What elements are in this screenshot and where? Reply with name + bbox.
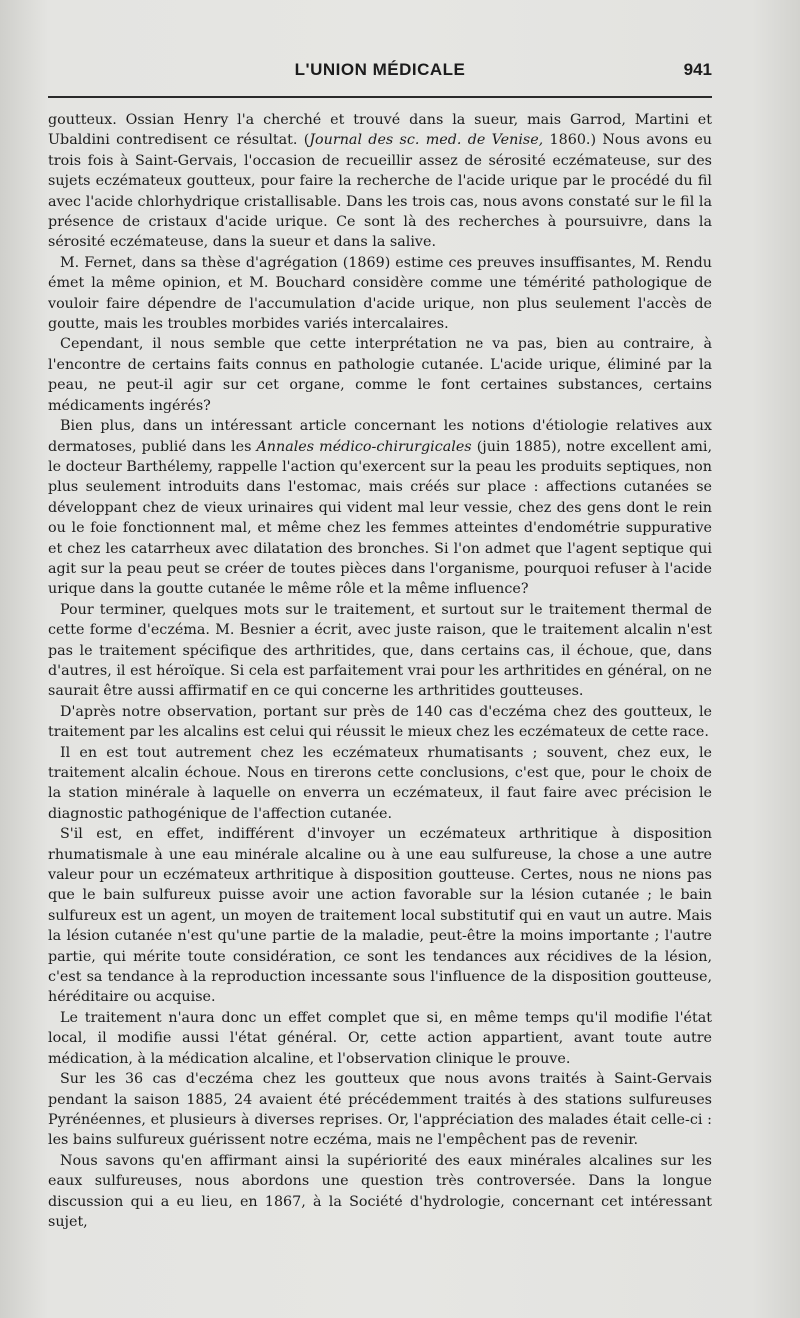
paragraph: [48, 1008, 712, 1069]
paragraph: [48, 110, 712, 253]
paragraph-text: goutteux. Ossian Henry l'a cherché et trouvé dans la sueur, mais Garrod, Martini et Ubaldini contredisent ce résultat. (: [48, 112, 712, 149]
paragraph: [48, 1151, 712, 1233]
paragraph: [48, 743, 712, 825]
paragraph: [48, 1069, 712, 1151]
paragraph-text: Nous savons qu'en affirmant ainsi la supériorité des eaux minérales alcalines sur les eaux sulfureuses, nous abordons une question très controversée. Dans la longue discussion qui a eu lieu, en 1867, à la Société d'hydrologie, concernant cet intéressant sujet,: [48, 1152, 712, 1230]
paragraph: [48, 334, 712, 416]
page-number: 941: [683, 60, 712, 79]
paragraph-text: Sur les 36 cas d'eczéma chez les goutteux que nous avons traités à Saint-Gervais pendant la saison 1885, 24 avaient été précédemment traités à des stations sulfureuses Pyrénéennes, et plusieurs à diverses reprises. Or, l'appréciation des malades était celle-ci : les bains sulfureux guérissent notre eczéma, mais ne l'empêchent pas de revenir.: [48, 1071, 712, 1149]
paragraph: [48, 253, 712, 335]
header-rule: [48, 96, 712, 98]
paragraph-text: M. Fernet, dans sa thèse d'agrégation (1869) estime ces preuves insuffisantes, M. Rendu émet la même opinion, et M. Bouchard considère comme une témérité pathologique de vouloir faire dépendre de l'accumulation d'acide urique, non plus seulement l'accès de goutte, mais les troubles morbides variés intercalaires.: [48, 254, 712, 333]
paragraph: [48, 416, 712, 600]
paragraph-text: S'il est, en effet, indifférent d'invoyer un eczémateux arthritique à disposition rhumatismale à une eau minérale alcaline ou à une eau sulfureuse, la chose a une autre valeur pour un eczémateux arthritique à disposition goutteuse. Certes, nous ne nions pas que le bain sulfureux puisse avoir une action favorable sur la lésion cutanée ; le bain sulfureux est un agent, un moyen de traitement local substitutif qui en vaut un autre. Mais la lésion cutanée n'est qu'une partie de la maladie, peut-être la moins importante ; l'autre partie, qui mérite toute considération, ce sont les tendances aux récidives de la lésion, c'est sa tendance à la reproduction incessante sous l'influence de la disposition goutteuse, héréditaire ou acquise.: [48, 826, 712, 1006]
paragraph-text: Pour terminer, quelques mots sur le traitement, et surtout sur le traitement thermal de cette forme d'eczéma. M. Besnier a écrit, avec juste raison, que le traitement alcalin n'est pas le traitement spécifique des arthritides, que, dans certains cas, il échoue, que, dans d'autres, il est héroïque. Si cela est parfaitement vrai pour les arthritides en général, on ne saurait être aussi affirmatif en ce qui concerne les arthritides goutteuses.: [48, 601, 712, 700]
page-header: [48, 60, 712, 92]
body-text: [48, 110, 712, 1232]
paragraph-text: Il en est tout autrement chez les eczémateux rhumatisants ; souvent, chez eux, le traitement alcalin échoue. Nous en tirerons cette conclusions, c'est que, pour le choix de la station minérale à laquelle on enverra un eczémateux, il faut faire avec précision le diagnostic pathogénique de l'affection cutanée.: [48, 744, 712, 822]
paragraph-text: 1860.) Nous avons eu trois fois à Saint-Gervais, l'occasion de recueillir assez de sérosité eczémateuse, sur des sujets eczémateux goutteux, pour faire la recherche de l'acide urique par le procédé du fil avec l'acide chlorhydrique cristallisable. Dans les trois cas, nous avons constaté sur le fil la présence de cristaux d'acide urique. Ce sont là des recherches à poursuivre, dans la sérosité eczémateuse, dans la sueur et dans la salive.: [48, 132, 712, 251]
paragraph-text: Bien plus, dans un intéressant article concernant les notions d'étiologie relatives aux dermatoses, publié dans les: [48, 418, 712, 455]
italic-citation: Journal des sc. med. de Venise,: [309, 132, 544, 149]
paragraph: [48, 824, 712, 1008]
paragraph: [48, 600, 712, 702]
paragraph-text: (juin 1885), notre excellent ami, le docteur Barthélemy, rappelle l'action qu'exercent sur la peau les produits septiques, non plus seulement introduits dans l'estomac, mais créés sur place : affections cutanées se développant chez de vieux urinaires qui vident mal leur vessie, chez des gens dont le rein ou le foie fonctionnent mal, et même chez les femmes atteintes d'endométrie suppurative et chez les catarrheux avec dilatation des bronches. Si l'on admet que l'agent septique qui agit sur la peau peut se créer de toutes pièces dans l'organisme, pourquoi refuser à l'acide urique dans la goutte cutanée le même rôle et la même influence?: [48, 438, 712, 598]
paragraph-text: Le traitement n'aura donc un effet complet que si, en même temps qu'il modifie l'état local, il modifie aussi l'état général. Or, cette action appartient, avant toute autre médication, à la médication alcaline, et l'observation clinique le prouve.: [48, 1009, 712, 1067]
paragraph-text: Cependant, il nous semble que cette interprétation ne va pas, bien au contraire, à l'encontre de certains faits connus en pathologie cutanée. L'acide urique, éliminé par la peau, ne peut-il agir sur cet organe, comme le font certaines substances, certains médicaments ingérés?: [48, 336, 712, 414]
paragraph: [48, 702, 712, 743]
running-title: L'UNION MÉDICALE: [294, 60, 466, 79]
paragraph-text: D'après notre observation, portant sur près de 140 cas d'eczéma chez des goutteux, le traitement par les alcalins est celui qui réussit le mieux chez les eczémateux de cette race.: [48, 703, 712, 741]
italic-citation: Annales médico-chirurgicales: [256, 438, 472, 455]
